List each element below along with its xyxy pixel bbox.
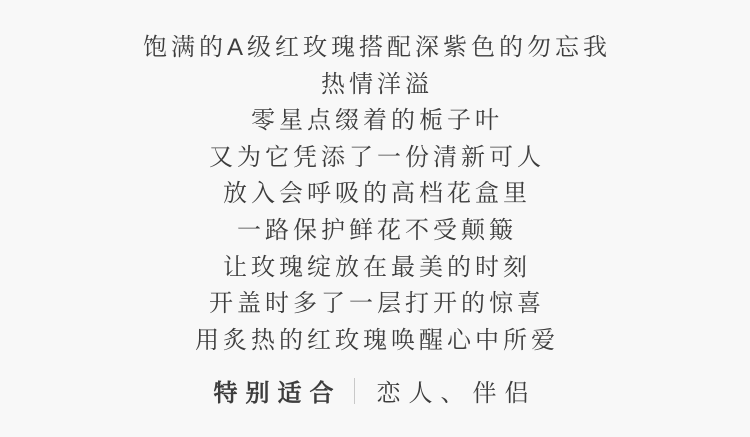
description-line: 放入会呼吸的高档花盒里 [223, 180, 531, 208]
description-line: 让玫瑰绽放在最美的时刻 [223, 253, 531, 281]
description-block [0, 30, 750, 359]
suitable-value: 恋人、伴侣 [376, 380, 537, 408]
description-line: 又为它凭添了一份清新可人 [209, 143, 545, 171]
description-line: 一路保护鲜花不受颠簸 [237, 216, 517, 244]
suitable-row [0, 372, 750, 409]
vertical-divider [354, 378, 355, 404]
description-line: 开盖时多了一层打开的惊喜 [209, 290, 545, 318]
description-line: 零星点缀着的栀子叶 [251, 107, 503, 135]
description-line: 热情洋溢 [321, 70, 433, 98]
suitable-label: 特别适合 [213, 380, 342, 408]
description-line: 用炙热的红玫瑰唤醒心中所爱 [195, 326, 559, 354]
description-line: 饱满的A级红玫瑰搭配深紫色的勿忘我 [142, 34, 611, 61]
